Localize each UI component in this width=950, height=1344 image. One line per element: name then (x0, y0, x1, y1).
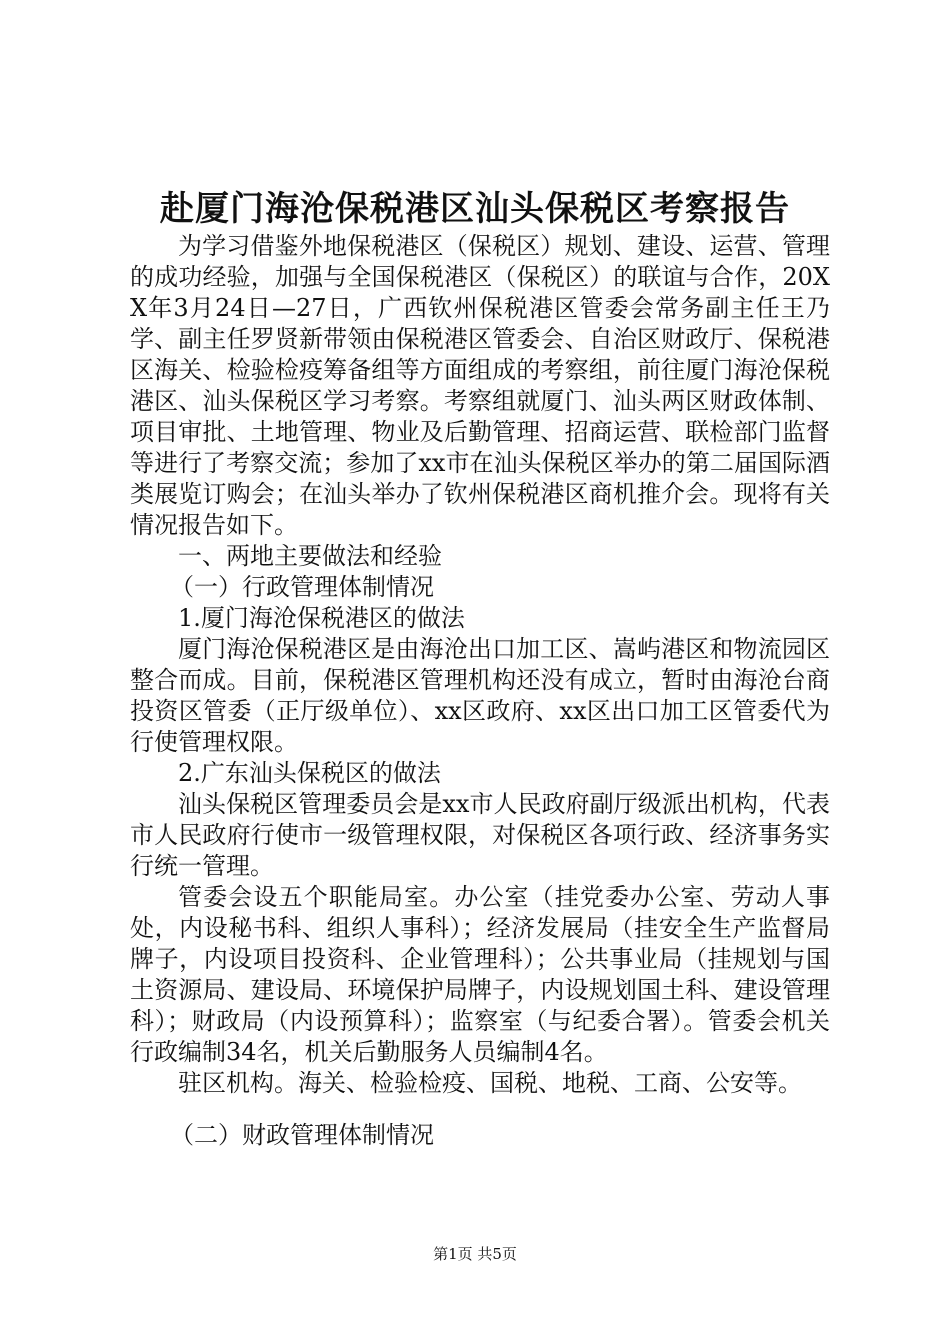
section-heading-1: 一、两地主要做法和经验 (178, 542, 442, 570)
subsection-heading-1: （一）行政管理体制情况 (170, 573, 434, 601)
document-title: 赴厦门海沧保税港区汕头保税区考察报告 (160, 189, 790, 229)
item-heading-2: 2.广东汕头保税区的做法 (178, 759, 441, 787)
paragraph-xiamen: 厦门海沧保税港区是由海沧出口加工区、嵩屿港区和物流园区整合而成。目前，保税港区管理机构还没有成立，暂时由海沧台商投资区管委（正厅级单位）、xx区政府、xx区出口加工区管委代为行使管理权限。 (130, 635, 830, 756)
subsection-heading-2: （二）财政管理体制情况 (170, 1121, 434, 1149)
paragraph-agencies: 驻区机构。海关、检验检疫、国税、地税、工商、公安等。 (178, 1069, 802, 1097)
page-footer: 第1页 共5页 (433, 1245, 517, 1263)
item-heading-1: 1.厦门海沧保税港区的做法 (178, 604, 465, 632)
paragraph-intro: 为学习借鉴外地保税港区（保税区）规划、建设、运营、管理的成功经验，加强与全国保税港区（保税区）的联谊与合作，20XX年3月24日—27日，广西钦州保税港区管委会常务副主任王乃学、副主任罗贤新带领由保税港区管委会、自治区财政厅、保税港区海关、检验检疫筹备组等方面组成的考察组，前往厦门海沧保税港区、汕头保税区学习考察。考察组就厦门、汕头两区财政体制、项目审批、土地管理、物业及后勤管理、招商运营、联检部门监督等进行了考察交流；参加了xx市在汕头保税区举办的第二届国际酒类展览订购会；在汕头举办了钦州保税港区商机推介会。现将有关情况报告如下。 (130, 232, 830, 539)
paragraph-bureaus: 管委会设五个职能局室。办公室（挂党委办公室、劳动人事处，内设秘书科、组织人事科）；经济发展局（挂安全生产监督局牌子，内设项目投资科、企业管理科）；公共事业局（挂规划与国土资源局、建设局、环境保护局牌子，内设规划国土科、建设管理科）；财政局（内设预算科）；监察室（与纪委合署）。管委会机关行政编制34名，机关后勤服务人员编制4名。 (130, 883, 830, 1066)
paragraph-gap (130, 1099, 830, 1120)
paragraph-shantou: 汕头保税区管理委员会是xx市人民政府副厅级派出机构，代表市人民政府行使市一级管理权限，对保税区各项行政、经济事务实行统一管理。 (130, 790, 830, 880)
document-body (130, 231, 830, 1151)
